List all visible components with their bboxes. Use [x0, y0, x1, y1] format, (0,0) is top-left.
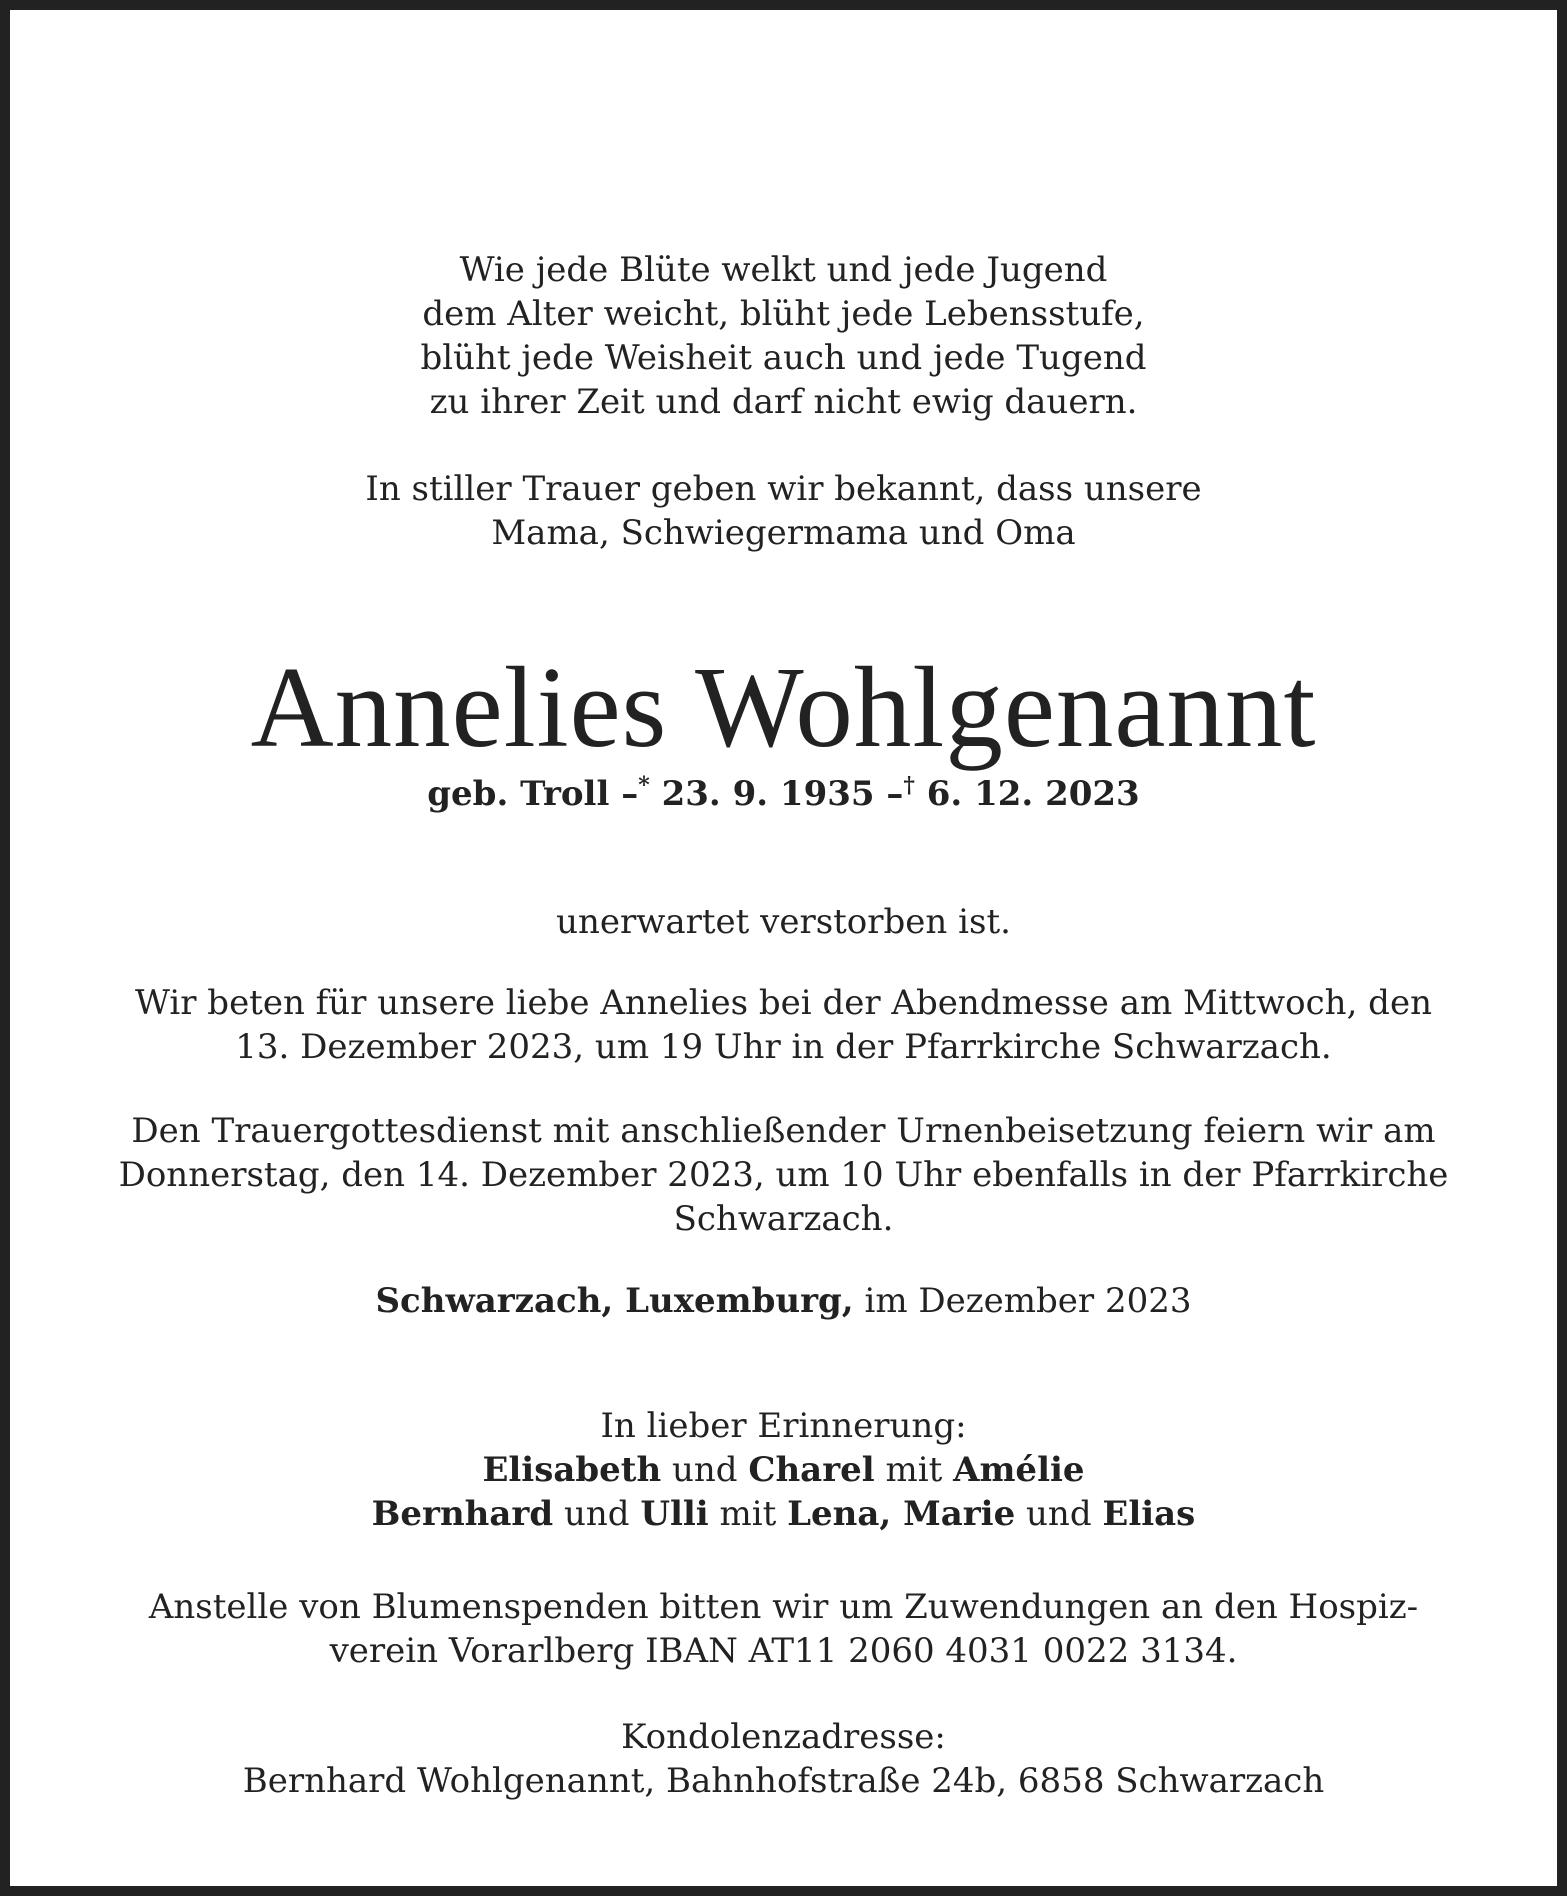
- poem-line: blüht jede Weisheit auch und jede Tugend: [420, 338, 1147, 378]
- condolence-heading: Kondolenzadresse:: [621, 1717, 946, 1757]
- intro-line: Mama, Schwiegermama und Oma: [491, 513, 1076, 553]
- poem: [20, 248, 1547, 424]
- life-dates: [20, 772, 1547, 816]
- family-name: Lena, Marie: [787, 1494, 1016, 1534]
- funeral-line: Den Trauergottesdienst mit anschließender Urnenbeisetzung feiern wir am: [131, 1111, 1436, 1151]
- birth-symbol: *: [638, 772, 650, 799]
- mass-line: Wir beten für unsere liebe Annelies bei der Abendmesse am Mittwoch, den: [135, 983, 1432, 1023]
- family-name: Charel: [748, 1450, 875, 1490]
- family-name: Ulli: [640, 1494, 709, 1534]
- death-symbol: †: [903, 772, 915, 799]
- poem-line: zu ihrer Zeit und darf nicht ewig dauern.: [429, 382, 1138, 422]
- intro-line: In stiller Trauer geben wir bekannt, dass unsere: [365, 469, 1202, 509]
- family-line: [20, 1448, 1547, 1492]
- condolence-address: [20, 1715, 1547, 1803]
- funeral-line: Schwarzach.: [673, 1199, 894, 1239]
- poem-line: dem Alter weicht, blüht jede Lebensstufe,: [422, 294, 1145, 334]
- mass-line: 13. Dezember 2023, um 19 Uhr in der Pfarrkirche Schwarzach.: [235, 1027, 1332, 1067]
- obituary-notice: [20, 20, 1547, 1876]
- funeral-line: Donnerstag, den 14. Dezember 2023, um 10 Uhr ebenfalls in der Pfarrkirche: [118, 1155, 1449, 1195]
- condolence-address-line: Bernhard Wohlgenannt, Bahnhofstraße 24b, 6858 Schwarzach: [242, 1761, 1325, 1801]
- in-memory-section: [20, 1404, 1547, 1536]
- memory-heading: In lieber Erinnerung:: [600, 1406, 967, 1446]
- funeral-service-info: [20, 1109, 1547, 1241]
- connector: und: [672, 1450, 738, 1490]
- donation-request: [20, 1585, 1547, 1673]
- family-name: Elias: [1102, 1494, 1196, 1534]
- connector: und: [1026, 1494, 1092, 1534]
- dash: –: [621, 774, 639, 814]
- connector: mit: [719, 1494, 777, 1534]
- family-name: Amélie: [953, 1450, 1085, 1490]
- poem-line: Wie jede Blüte welkt und jede Jugend: [459, 250, 1108, 290]
- death-date: 6. 12. 2023: [926, 774, 1140, 814]
- connector: mit: [885, 1450, 943, 1490]
- donation-line: verein Vorarlberg IBAN AT11 2060 4031 0022 3134.: [329, 1631, 1238, 1671]
- family-name: Bernhard: [371, 1494, 554, 1534]
- connector: und: [563, 1494, 630, 1534]
- evening-mass-info: [20, 981, 1547, 1069]
- place-and-date: [20, 1279, 1547, 1323]
- birth-date: 23. 9. 1935: [661, 774, 875, 814]
- passed-statement: [20, 900, 1547, 944]
- places: Schwarzach, Luxemburg,: [375, 1281, 854, 1321]
- donation-line: Anstelle von Blumenspenden bitten wir um Zuwendungen an den Hospiz-: [148, 1587, 1419, 1627]
- deceased-name: Annelies Wohlgenannt: [250, 644, 1317, 771]
- date: im Dezember 2023: [864, 1281, 1192, 1321]
- family-name: Elisabeth: [482, 1450, 662, 1490]
- place-date-line: [20, 1279, 1547, 1323]
- announcement-intro: [20, 467, 1547, 555]
- family-line: [20, 1492, 1547, 1536]
- maiden-name: geb. Troll: [427, 774, 610, 814]
- passed-text: unerwartet verstorben ist.: [556, 902, 1011, 942]
- dash: –: [886, 774, 904, 814]
